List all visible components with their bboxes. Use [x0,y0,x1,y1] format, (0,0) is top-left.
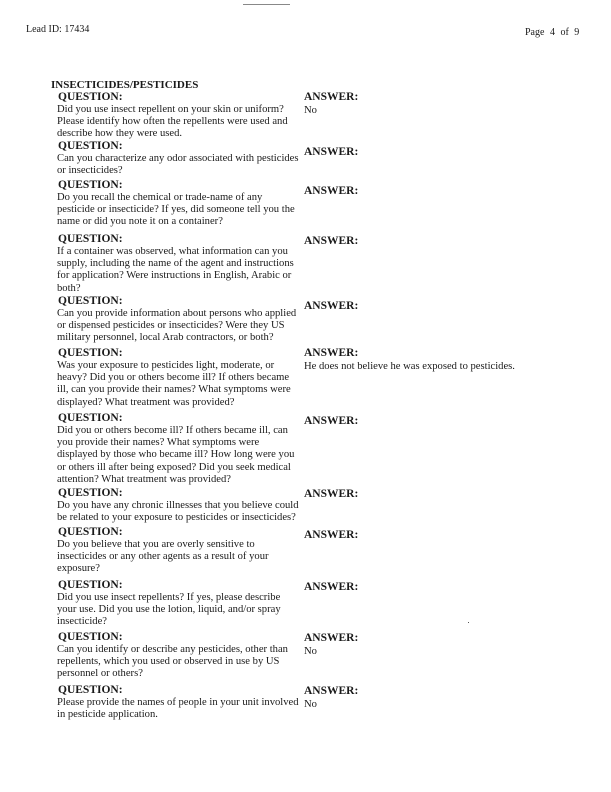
question-line: displayed? What treatment was provided? [57,396,235,408]
question-label: QUESTION: [58,684,123,696]
question-line: name or did you note it on a container? [57,216,223,228]
answer-label: ANSWER: [304,685,359,697]
question-line: be related to your exposure to pesticides or insecticides? [57,512,296,524]
question-text [57,246,294,295]
question-text [57,360,291,409]
answer-label: ANSWER: [304,529,359,541]
question-line: attention? What treatment was provided? [57,473,231,485]
question-line: Please provide the names of people in your unit involved [57,697,299,708]
question-line: Can you identify or describe any pesticides, other than [57,644,288,655]
answer-label: ANSWER: [304,235,359,247]
answer-line: No [304,646,317,657]
answer-text [304,361,515,373]
question-text [57,104,288,141]
answer-label: ANSWER: [304,146,359,158]
page-number: Page 4 of 9 [525,27,580,38]
question-text [57,539,269,576]
question-label: QUESTION: [58,631,123,643]
question-label: QUESTION: [58,526,123,538]
question-line: exposure? [57,563,100,575]
question-label: QUESTION: [58,579,123,591]
question-line: Was your exposure to pesticides light, moderate, or [57,360,275,371]
question-line: Can you characterize any odor associated with pesticides [57,153,299,164]
question-line: in pesticide application. [57,709,158,721]
scan-speck [468,622,469,623]
question-label: QUESTION: [58,412,123,424]
question-label: QUESTION: [58,233,123,245]
answer-line: No [304,699,317,710]
question-line: Do you believe that you are overly sensitive to [57,539,255,550]
question-line: If a container was observed, what information can you [57,246,288,257]
answer-text [304,646,317,658]
question-text [57,308,296,345]
question-line: repellents, which you used or observed in use by US [57,656,280,668]
question-line: Please identify how often the repellents were used and [57,116,288,128]
question-text [57,192,295,229]
answer-line: No [304,105,317,116]
lead-id: Lead ID: 17434 [26,24,90,35]
answer-label: ANSWER: [304,300,359,312]
question-label: QUESTION: [58,487,123,499]
question-line: military personnel, local Arab contractors, or both? [57,332,274,344]
answer-text [304,105,317,117]
answer-label: ANSWER: [304,415,359,427]
answer-line: He does not believe he was exposed to pesticides. [304,361,515,372]
question-text [57,153,299,177]
question-line: describe how they were used. [57,128,183,140]
question-line: displayed by those who became ill? How long were you [57,449,295,461]
answer-label: ANSWER: [304,632,359,644]
question-line: personnel or others? [57,668,143,680]
answer-label: ANSWER: [304,581,359,593]
question-label: QUESTION: [58,347,123,359]
question-label: QUESTION: [58,295,123,307]
answer-label: ANSWER: [304,347,359,359]
question-label: QUESTION: [58,140,123,152]
question-text [57,500,299,524]
answer-label: ANSWER: [304,185,359,197]
question-line: heavy? Did you or others become ill? If others became [57,372,290,384]
question-line: insecticides or any other agents as a result of your [57,551,269,563]
question-line: both? [57,282,81,294]
answer-label: ANSWER: [304,91,359,103]
question-line: or others ill after being exposed? Did you seek medical [57,461,291,473]
question-text [57,592,281,629]
scan-mark [243,4,290,5]
question-line: insecticide? [57,616,107,628]
question-label: QUESTION: [58,91,123,103]
question-line: or insecticides? [57,165,123,177]
question-text [57,644,288,681]
question-label: QUESTION: [58,179,123,191]
question-line: you provide their names? What symptoms were [57,437,260,449]
question-line: Did you use insect repellents? If yes, please describe [57,592,281,603]
question-text [57,697,299,721]
question-line: pesticide or insecticide? If yes, did someone tell you the [57,204,295,216]
question-line: or dispensed pesticides or insecticides? Were they US [57,320,285,332]
question-line: supply, including the name of the agent and instructions [57,258,294,270]
question-line: Did you or others become ill? If others became ill, can [57,425,288,436]
question-line: Do you recall the chemical or trade-name of any [57,192,263,203]
question-line: your use. Did you use the lotion, liquid, and/or spray [57,604,281,616]
answer-label: ANSWER: [304,488,359,500]
question-line: for application? Were instructions in English, Arabic or [57,270,292,282]
section-title: INSECTICIDES/PESTICIDES [51,79,199,91]
question-line: Can you provide information about persons who applied [57,308,297,319]
answer-text [304,699,317,711]
question-text [57,425,294,486]
question-line: ill, can you provide their names? What symptoms were [57,384,291,396]
question-line: Do you have any chronic illnesses that you believe could [57,500,299,511]
question-line: Did you use insect repellent on your skin or uniform? [57,104,284,115]
